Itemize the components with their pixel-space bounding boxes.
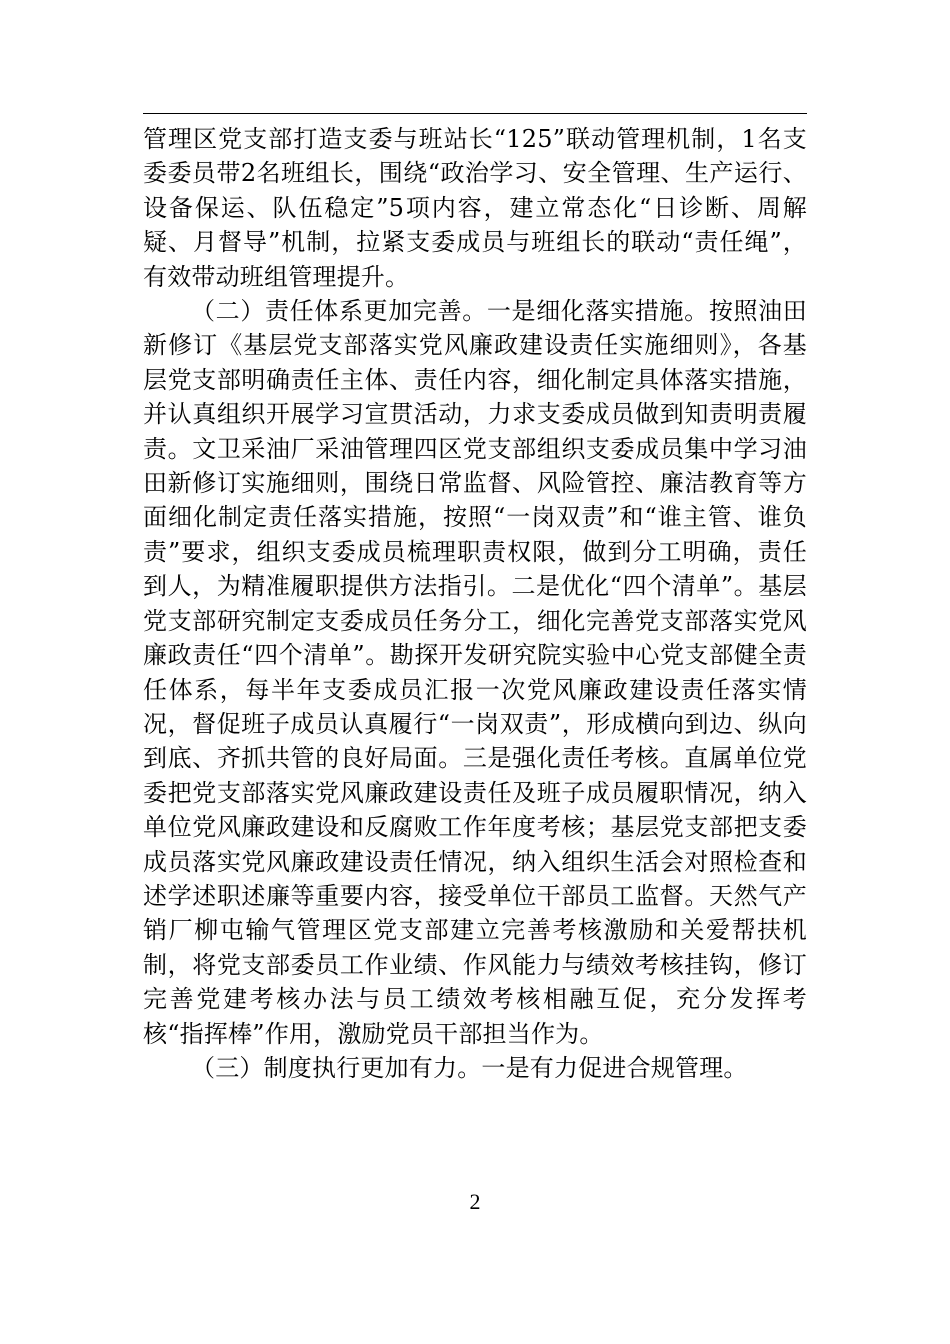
- paragraph-system-execution: （三）制度执行更加有力。一是有力促进合规管理。: [191, 1053, 748, 1082]
- body-text: [143, 122, 807, 1085]
- paragraph-continuation: 管理区党支部打造支委与班站长“125”联动管理机制，1名支委委员带2名班组长，围绕“政治学习、安全管理、生产运行、设备保运、队伍稳定”5项内容，建立常态化“日诊断、周解疑、月督导”机制，拉紧支委成员与班组长的联动“责任绳”，有效带动班组管理提升。: [143, 125, 807, 291]
- header-rule: [143, 113, 807, 114]
- page-number: 2: [469, 1189, 481, 1214]
- paragraph-responsibility-system: （二）责任体系更加完善。一是细化落实措施。按照油田新修订《基层党支部落实党风廉政建设责任实施细则》，各基层党支部明确责任主体、责任内容，细化制定具体落实措施，并认真组织开展学习宣贯活动，力求支委成员做到知责明责履责。文卫采油厂采油管理四区党支部组织支委成员集中学习油田新修订实施细则，围绕日常监督、风险管控、廉洁教育等方面细化制定责任落实措施，按照“一岗双责”和“谁主管、谁负责”要求，组织支委成员梳理职责权限，做到分工明确，责任到人，为精准履职提供方法指引。二是优化“四个清单”。基层党支部研究制定支委成员任务分工，细化完善党支部落实党风廉政责任“四个清单”。勘探开发研究院实验中心党支部健全责任体系，每半年支委成员汇报一次党风廉政建设责任落实情况，督促班子成员认真履行“一岗双责”，形成横向到边、纵向到底、齐抓共管的良好局面。三是强化责任考核。直属单位党委把党支部落实党风廉政建设责任及班子成员履职情况，纳入单位党风廉政建设和反腐败工作年度考核；基层党支部把支委成员落实党风廉政建设责任情况，纳入组织生活会对照检查和述学述职述廉等重要内容，接受单位干部员工监督。天然气产销厂柳屯输气管理区党支部建立完善考核激励和关爱帮扶机制，将党支部委员工作业绩、作风能力与绩效考核挂钩，修订完善党建考核办法与员工绩效考核相融互促，充分发挥考核“指挥棒”作用，激励党员干部担当作为。: [143, 297, 807, 1048]
